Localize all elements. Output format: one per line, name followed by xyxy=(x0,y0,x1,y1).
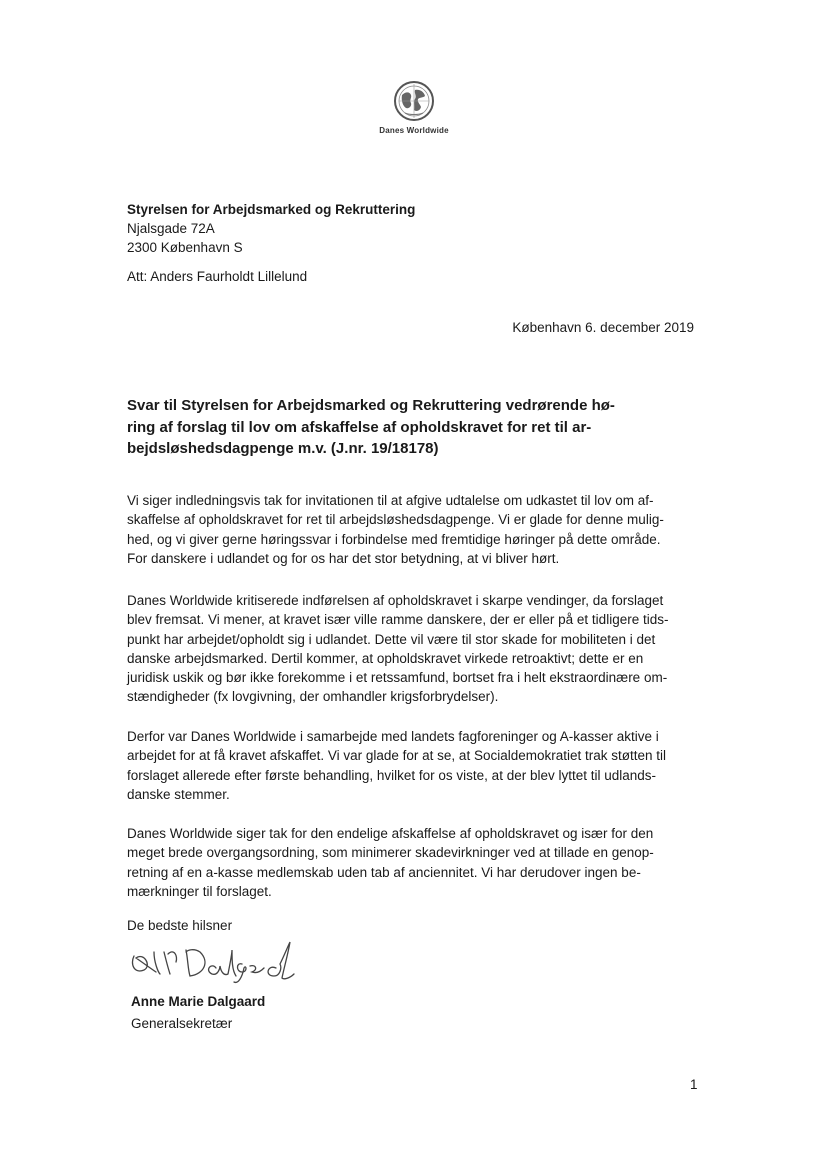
body-line: danske stemmer. xyxy=(127,786,230,802)
body-paragraph-4 xyxy=(127,824,702,901)
body-line: For danskere i udlandet og for os har det stor betydning, at vi bliver hørt. xyxy=(127,550,560,566)
subject-line: bejdsløshedsdagpenge m.v. (J.nr. 19/18178) xyxy=(127,440,439,457)
subject-heading xyxy=(127,395,702,460)
date-line: København 6. december 2019 xyxy=(512,320,694,335)
recipient-city: 2300 København S xyxy=(127,240,243,255)
body-line: mærkninger til forslaget. xyxy=(127,883,272,899)
body-line: Danes Worldwide siger tak for den endelige afskaffelse af opholdskravet og især for den xyxy=(127,826,654,841)
subject-line: ring af forslag til lov om afskaffelse af opholdskravet for ret til ar- xyxy=(127,418,592,436)
body-line: meget brede overgangsordning, som minimerer skadevirkninger ved at tillade en genop- xyxy=(127,845,654,861)
logo-text: Danes Worldwide xyxy=(379,126,449,135)
body-line: retning af en a-kasse medlemskab uden tab af anciennitet. Vi har derudover ingen be- xyxy=(127,864,641,880)
body-line: punkt har arbejdet/opholdt sig i udlandet. Dette vil være til stor skade for mobiliteten i det xyxy=(127,631,656,647)
recipient-org: Styrelsen for Arbejdsmarked og Rekruttering xyxy=(127,202,416,217)
body-line: stændigheder (fx lovgivning, der omhandler krigsforbrydelser). xyxy=(127,689,499,705)
signer-title: Generalsekretær xyxy=(131,1016,233,1031)
body-line: blev fremsat. Vi mener, at kravet især ville ramme danskere, der er eller på et tidligere tids- xyxy=(127,612,669,628)
attention-line: Att: Anders Faurholdt Lillelund xyxy=(127,269,308,284)
handwritten-signature xyxy=(124,938,304,993)
body-line: juridisk uskik og bør ikke forekomme i et retssamfund, bortset fra i helt ekstraordinære om- xyxy=(127,670,668,686)
signer-name: Anne Marie Dalgaard xyxy=(131,994,266,1009)
closing-salutation: De bedste hilsner xyxy=(127,918,233,933)
body-paragraph-2 xyxy=(127,591,702,707)
organization-logo xyxy=(372,80,456,135)
globe-logo-icon xyxy=(393,80,435,122)
page-number: 1 xyxy=(690,1077,698,1092)
body-line: Vi siger indledningsvis tak for invitationen til at afgive udtalelse om udkastet til lov om af- xyxy=(127,493,654,508)
body-paragraph-1 xyxy=(127,491,702,568)
body-line: hed, og vi giver gerne høringssvar i forbindelse med fremtidige høringer på dette område. xyxy=(127,531,661,547)
body-paragraph-3 xyxy=(127,727,702,804)
subject-line: Svar til Styrelsen for Arbejdsmarked og Rekruttering vedrørende hø- xyxy=(127,397,615,414)
body-line: skaffelse af opholdskravet for ret til arbejdsløshedsdagpenge. Vi er glade for denne mulig- xyxy=(127,512,664,528)
body-line: Danes Worldwide kritiserede indførelsen af opholdskravet i skarpe vendinger, da forslaget xyxy=(127,593,664,608)
body-line: danske arbejdsmarked. Dertil kommer, at opholdskravet virkede retroaktivt; dette er en xyxy=(127,650,644,666)
body-line: arbejdet for at få kravet afskaffet. Vi var glade for at se, at Socialdemokratiet trak støtten til xyxy=(127,748,667,764)
recipient-address xyxy=(127,200,415,257)
body-line: forslaget allerede efter første behandling, hvilket for os viste, at der blev lyttet til udlands- xyxy=(127,767,657,783)
body-line: Derfor var Danes Worldwide i samarbejde med landets fagforeninger og A-kasser aktive i xyxy=(127,729,659,744)
recipient-street: Njalsgade 72A xyxy=(127,221,215,236)
